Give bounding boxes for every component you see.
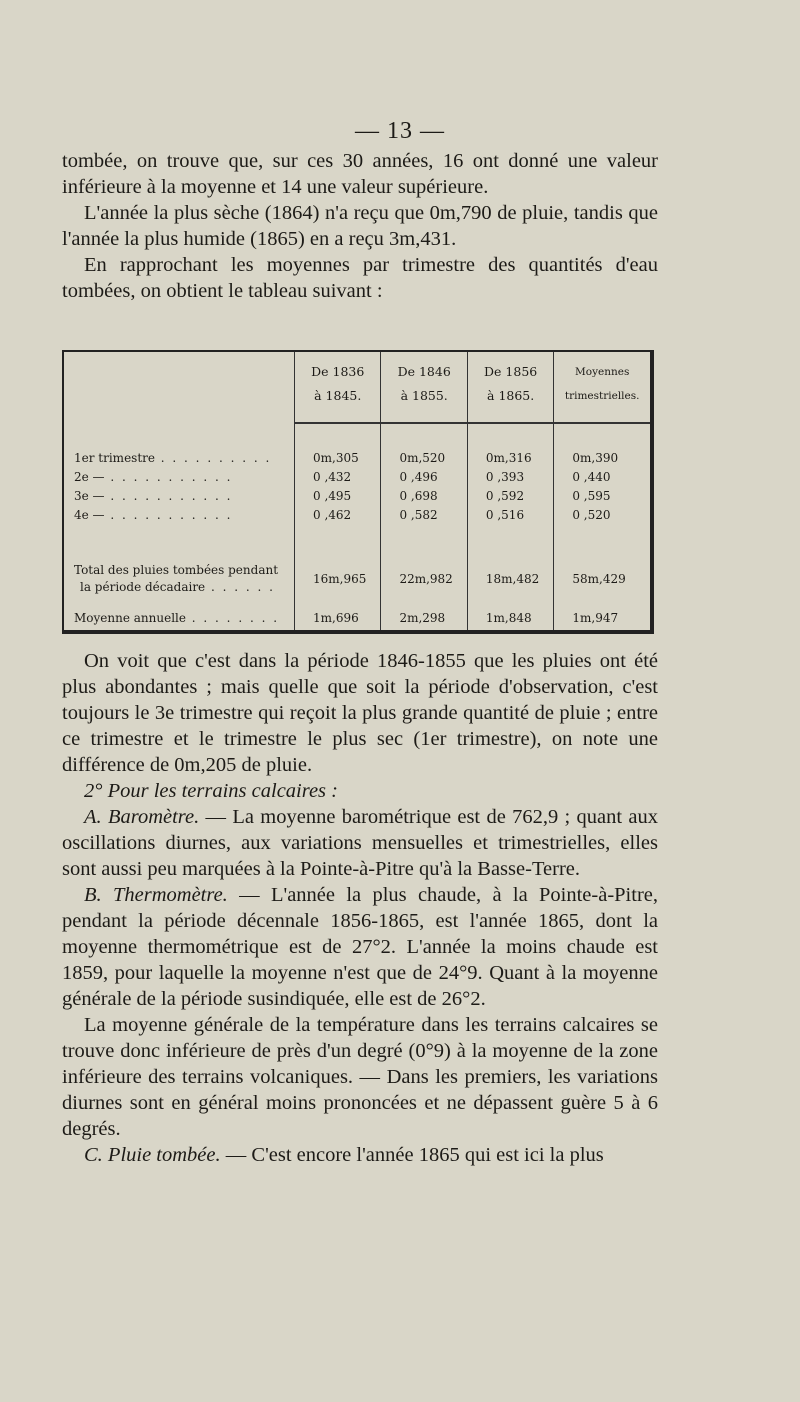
col-header-1836-1845: De 1836 à 1845.: [295, 352, 381, 416]
intro-paragraph-3: En rapprochant les moyennes par trimestre des quantités d'eau tombées, on obtient le tableau suivant :: [62, 254, 658, 302]
annual-row: [64, 607, 650, 630]
body-paragraph-1: On voit que c'est dans la période 1846-1855 que les pluies ont été plus abondantes ; mais quelle que soit la période d'observation, c'est toujours le 3e trimestre qui reçoit la plus grande quantité de pluie ; entre ce trimestre et le trimestre le plus sec (1er trimestre), on note une différence de 0m,205 de pluie.: [62, 650, 658, 776]
total-moyennes: 58m,429: [554, 551, 650, 607]
quarter-values-1856-1865: 0m,316 0 ,393 0 ,592 0 ,516: [467, 423, 553, 551]
total-1856-1865: 18m,482: [467, 551, 553, 607]
annual-moyennes: 1m,947: [554, 607, 650, 630]
thermometre-title: B. Thermomètre.: [84, 884, 228, 906]
total-1836-1845: 16m,965: [295, 551, 381, 607]
rainfall-table: [62, 350, 654, 634]
quarter-label: 1er trimestre . . . . . . . . . .: [74, 450, 272, 465]
intro-paragraph-1: tombée, on trouve que, sur ces 30 années, 16 ont donné une valeur inférieure à la moyenne et 14 une valeur supérieure.: [62, 150, 658, 198]
page-number: — 13 —: [355, 118, 445, 144]
quarter-label: 3e — . . . . . . . . . . .: [74, 488, 233, 503]
section-heading: 2° Pour les terrains calcaires :: [84, 780, 338, 802]
intro-paragraph-2: L'année la plus sèche (1864) n'a reçu que 0m,790 de pluie, tandis que l'année la plus humide (1865) en a reçu 3m,431.: [62, 202, 658, 250]
barometre-title: A. Baromètre.: [84, 806, 200, 828]
annual-1856-1865: 1m,848: [467, 607, 553, 630]
quarter-values-1846-1855: 0m,520 0 ,496 0 ,698 0 ,582: [381, 423, 467, 551]
total-label: Total des pluies tombées pendant la période décadaire . . . . . .: [74, 562, 279, 594]
paragraph-thermometre: B. Thermomètre. — L'année la plus chaude, à la Pointe-à-Pitre, pendant la période décennale 1856-1865, est l'année 1865, dont la moyenne thermométrique est de 27°2. L'année la moins chaude est 1859, pour laquelle la moyenne n'est que de 24°9. Quant à la moyenne générale de la période susindiquée, elle est de 26°2.: [62, 884, 658, 1010]
body-text: [62, 648, 658, 1168]
body-paragraph-2: La moyenne générale de la température dans les terrains calcaires se trouve donc inférieure de près d'un degré (0°9) à la moyenne de la zone inférieure des terrains volcaniques. — Dans les premiers, les variations diurnes sont en général moins prononcées et ne dépassent guère 5 à 6 degrés.: [62, 1014, 658, 1140]
col-header-moyennes: Moyennes trimestrielles.: [554, 352, 650, 416]
paragraph-pluie: C. Pluie tombée. — C'est encore l'année 1865 qui est ici la plus: [84, 1144, 604, 1166]
quarter-rows: [64, 423, 650, 551]
paragraph-barometre: A. Baromètre. — La moyenne barométrique est de 762,9 ; quant aux oscillations diurnes, aux variations mensuelles et trimestrielles, elles sont aussi peu marquées à la Pointe-à-Pitre qu'à la Basse-Terre.: [62, 806, 658, 880]
quarter-values-moyennes: 0m,390 0 ,440 0 ,595 0 ,520: [554, 423, 650, 551]
total-row: [64, 551, 650, 607]
annual-label: Moyenne annuelle . . . . . . . .: [74, 611, 280, 626]
annual-1846-1855: 2m,298: [381, 607, 467, 630]
quarter-label: 2e — . . . . . . . . . . .: [74, 469, 233, 484]
quarter-values-1836-1845: 0m,305 0 ,432 0 ,495 0 ,462: [295, 423, 381, 551]
total-1846-1855: 22m,982: [381, 551, 467, 607]
annual-1836-1845: 1m,696: [295, 607, 381, 630]
col-header-1856-1865: De 1856 à 1865.: [467, 352, 553, 416]
quarter-label: 4e — . . . . . . . . . . .: [74, 507, 233, 522]
pluie-title: C. Pluie tombée.: [84, 1144, 221, 1166]
table-corner: [64, 352, 295, 416]
col-header-1846-1855: De 1846 à 1855.: [381, 352, 467, 416]
intro-text: [62, 148, 658, 304]
quarter-labels: [64, 423, 295, 551]
